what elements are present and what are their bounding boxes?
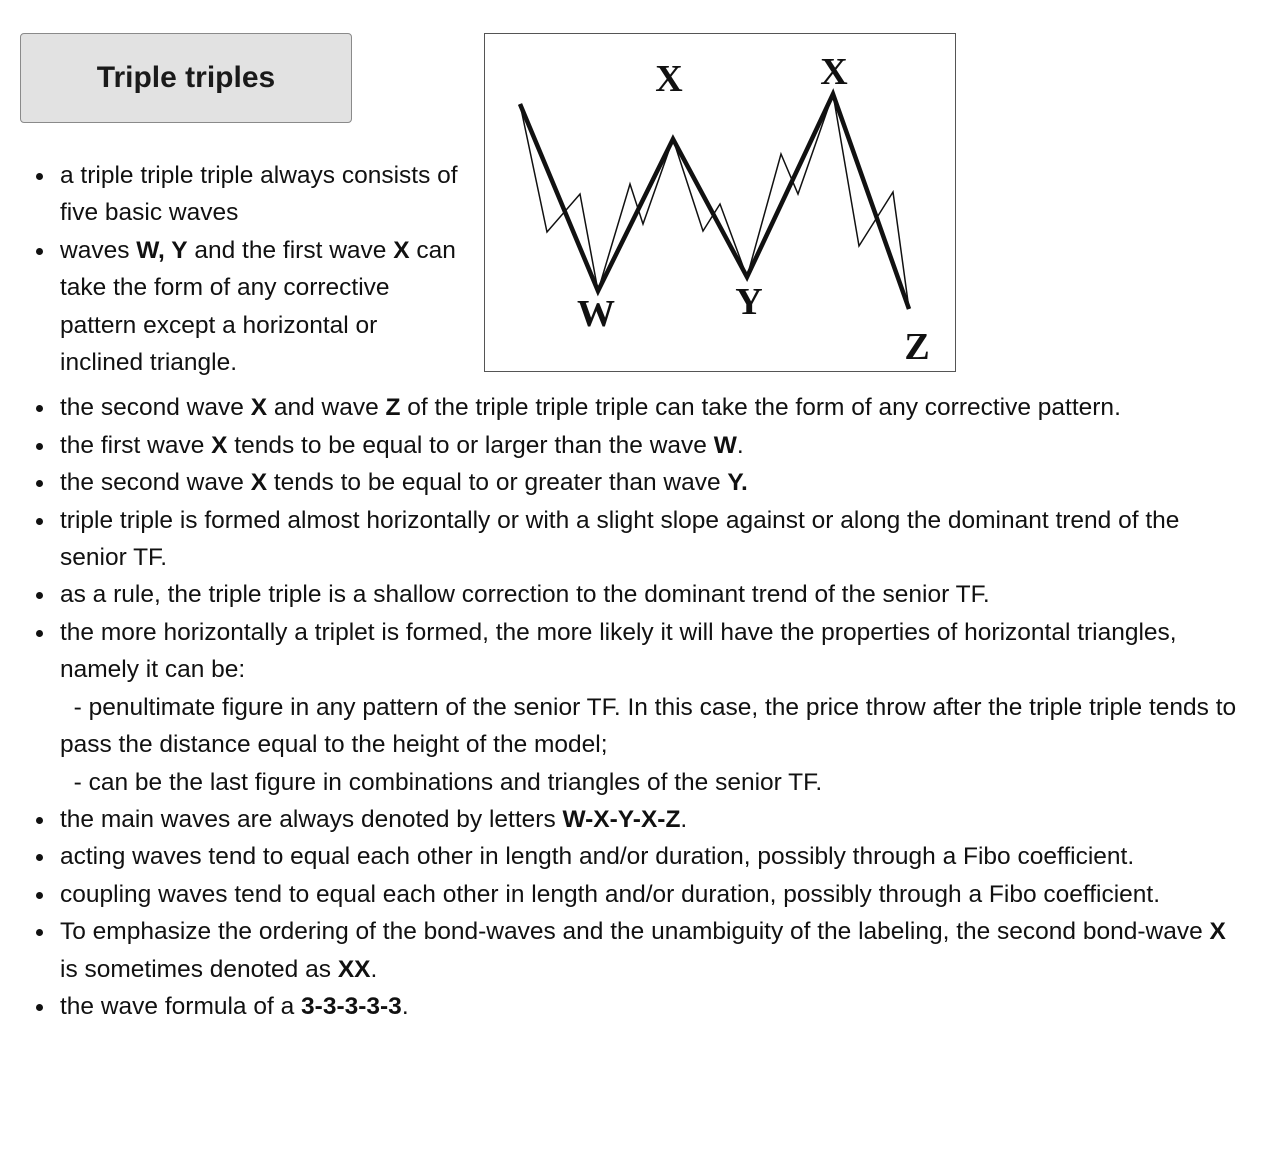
bold-term: Z xyxy=(385,394,401,422)
bullet-text: can take the form of any corrective pattern except a horizontal or inclined triangle. xyxy=(60,236,456,377)
bold-term: X xyxy=(1209,918,1226,946)
bullet-text: triple triple is formed almost horizontally or with a slight slope against or along the dominant trend of the senior TF. xyxy=(60,506,1180,572)
bold-term: W, Y xyxy=(136,236,188,264)
bold-term: X xyxy=(250,394,268,422)
bold-term: Y. xyxy=(727,469,748,497)
bullet-text: and wave xyxy=(267,394,386,422)
bullet-item xyxy=(20,614,1243,801)
bullet-list xyxy=(20,157,1243,1025)
bullet-text: and the first wave xyxy=(187,236,394,264)
bullet-text: waves xyxy=(60,236,137,264)
bullet-text: is sometimes denoted as xyxy=(60,955,338,983)
bullet-item xyxy=(20,576,1240,613)
bullet-text: the wave formula of a xyxy=(60,992,302,1020)
bullet-text: . xyxy=(736,431,744,459)
bullet-text: acting waves tend to equal each other in length and/or duration, possibly through a Fibo coefficient. xyxy=(60,843,1135,871)
bullet-item xyxy=(20,801,1240,838)
label-x-first: X xyxy=(655,58,683,100)
bullet-item xyxy=(20,464,1240,501)
bold-term: X xyxy=(211,431,228,459)
bullet-item xyxy=(20,838,1240,875)
bullet-item xyxy=(20,427,1240,464)
bullet-text: the second wave xyxy=(60,469,251,497)
bullet-text: To emphasize the ordering of the bond-waves and the unambiguity of the labeling, the second bond-wave xyxy=(60,918,1210,946)
label-z: Z xyxy=(904,326,930,368)
label-y: Y xyxy=(735,281,763,323)
bullet-text: the first wave xyxy=(60,431,212,459)
bold-term: XX xyxy=(337,955,371,983)
bullet-text: of the triple triple triple can take the form of any corrective pattern. xyxy=(400,394,1121,422)
bullet-text: tends to be equal to or larger than the wave xyxy=(227,431,714,459)
label-x-second: X xyxy=(820,51,848,93)
bullet-item xyxy=(20,913,1240,988)
sub-item: - can be the last figure in combinations and triangles of the senior TF. xyxy=(60,768,823,796)
bold-term: X xyxy=(250,469,268,497)
bullet-item xyxy=(20,389,1240,426)
bullet-item xyxy=(20,157,460,232)
bullet-text: . xyxy=(401,992,409,1020)
bullet-item xyxy=(20,876,1240,913)
bullet-item xyxy=(20,232,460,382)
bullet-text: the main waves are always denoted by letters xyxy=(60,805,563,833)
bullet-text: as a rule, the triple triple is a shallow correction to the dominant trend of the senior TF. xyxy=(60,581,990,609)
bold-term: W xyxy=(713,431,737,459)
title-box xyxy=(20,33,352,123)
bold-term: X xyxy=(393,236,410,264)
bullet-text: the second wave xyxy=(60,394,251,422)
bullet-text: the more horizontally a triplet is formed, the more likely it will have the properties of horizontal triangles, namely it can be: xyxy=(60,618,1177,684)
bullet-text: tends to be equal to or greater than wave xyxy=(267,469,728,497)
bullet-item xyxy=(20,502,1240,577)
bullet-text: a triple triple triple always consists of five basic waves xyxy=(60,162,458,227)
bold-term: 3-3-3-3-3 xyxy=(301,992,402,1020)
label-w: W xyxy=(577,293,615,335)
bullet-text: . xyxy=(680,805,688,833)
bullet-text: . xyxy=(370,955,378,983)
bold-term: W-X-Y-X-Z xyxy=(562,805,681,833)
bullet-item xyxy=(20,988,1240,1025)
page-title: Triple triples xyxy=(96,61,276,94)
sub-item: - penultimate figure in any pattern of the senior TF. In this case, the price throw after the triple triple tends to pass the distance equal to the height of the model; xyxy=(60,693,1243,759)
bullet-text: coupling waves tend to equal each other in length and/or duration, possibly through a Fibo coefficient. xyxy=(60,880,1161,908)
